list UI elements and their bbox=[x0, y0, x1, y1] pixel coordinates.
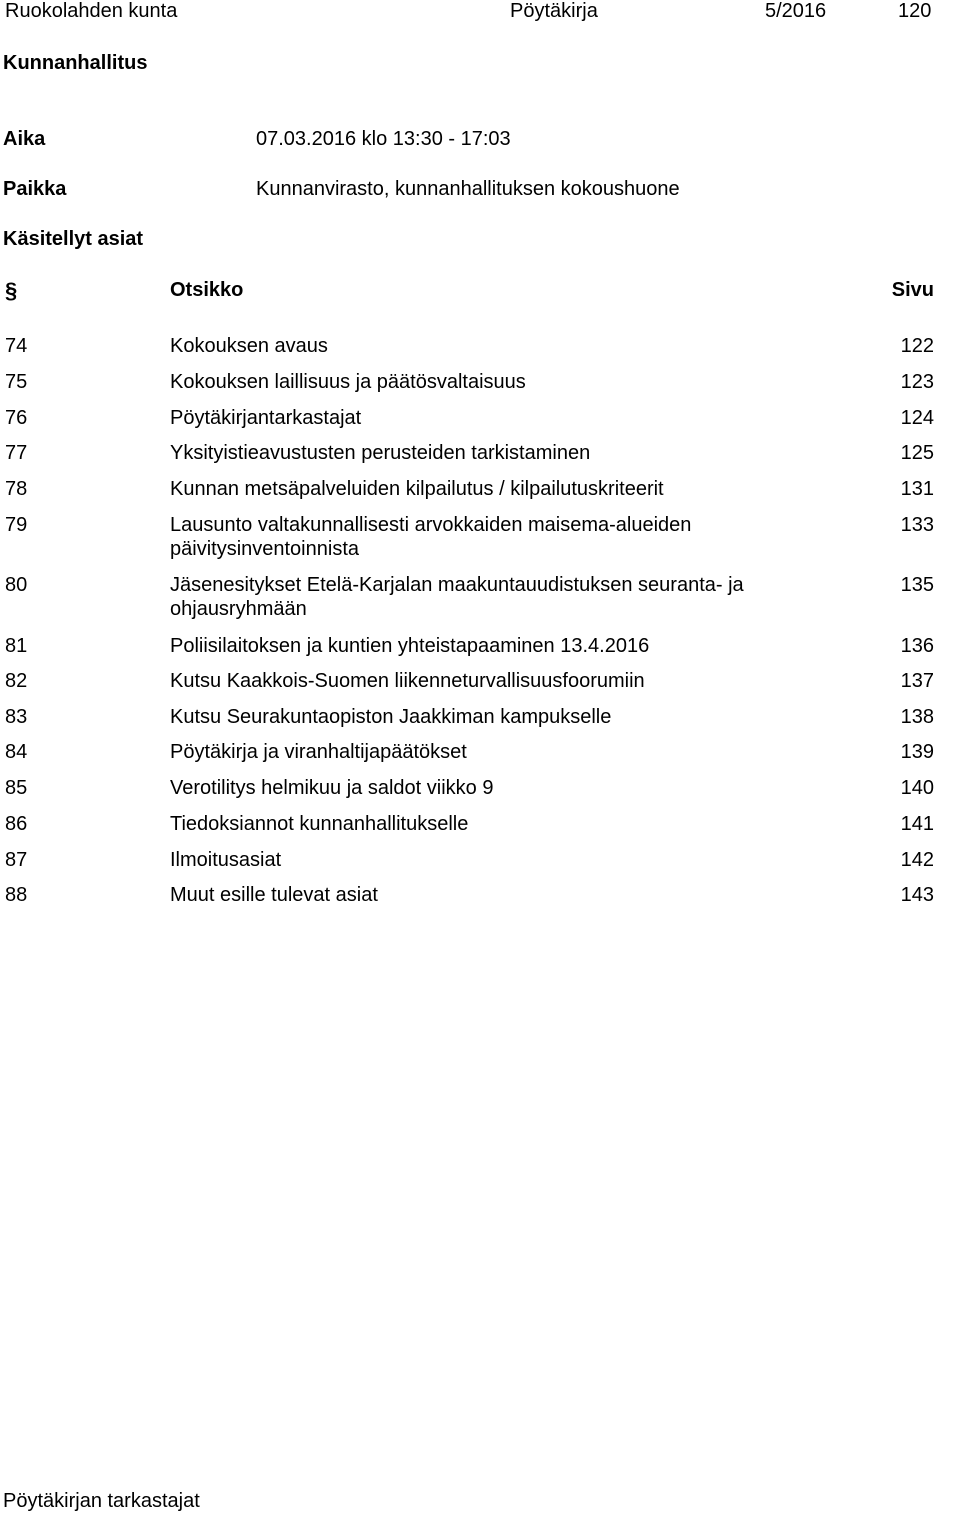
agenda-item-title: Lausunto valtakunnallisesti arvokkaiden maisema-alueiden päivitysinventoinnista bbox=[170, 514, 692, 560]
agenda-heading: Käsitellyt asiat bbox=[3, 228, 144, 250]
agenda-item-title: Kutsu Kaakkois-Suomen liikenneturvallisuusfoorumiin bbox=[170, 670, 645, 692]
agenda-item-number: 88 bbox=[5, 884, 28, 906]
agenda-item-page: 124 bbox=[900, 407, 934, 429]
place-value: Kunnanvirasto, kunnanhallituksen kokoushuone bbox=[256, 178, 680, 200]
agenda-item-page: 131 bbox=[900, 478, 934, 500]
agenda-item-number: 86 bbox=[5, 813, 28, 835]
agenda-item-title: Kutsu Seurakuntaopiston Jaakkiman kampukselle bbox=[170, 706, 612, 728]
agenda-item-number: 83 bbox=[5, 706, 28, 728]
agenda-item-number: 76 bbox=[5, 407, 28, 429]
footer-label: Pöytäkirjan tarkastajat bbox=[3, 1490, 200, 1512]
agenda-item-page: 143 bbox=[900, 884, 934, 906]
agenda-item-title: Verotilitys helmikuu ja saldot viikko 9 bbox=[170, 777, 494, 799]
agenda-item-page: 136 bbox=[900, 635, 934, 657]
agenda-item-page: 125 bbox=[900, 442, 934, 464]
agenda-item-page: 140 bbox=[900, 777, 934, 799]
agenda-item-title: Ilmoitusasiat bbox=[170, 849, 282, 871]
time-label: Aika bbox=[3, 128, 46, 150]
agenda-item-title: Pöytäkirja ja viranhaltijapäätökset bbox=[170, 741, 467, 763]
section-symbol: § bbox=[5, 278, 18, 303]
column-page: Sivu bbox=[891, 279, 934, 301]
agenda-item-title: Yksityistieavustusten perusteiden tarkistaminen bbox=[170, 442, 591, 464]
agenda-item-number: 85 bbox=[5, 777, 28, 799]
column-title: Otsikko bbox=[170, 279, 244, 301]
agenda-item-number: 79 bbox=[5, 514, 28, 536]
agenda-item-title: Jäsenesitykset Etelä-Karjalan maakuntauudistuksen seuranta- ja ohjausryhmään bbox=[170, 574, 744, 620]
agenda-item-page: 139 bbox=[900, 741, 934, 763]
agenda-item-page: 141 bbox=[900, 813, 934, 835]
agenda-item-title: Poliisilaitoksen ja kuntien yhteistapaaminen 13.4.2016 bbox=[170, 635, 650, 657]
time-value: 07.03.2016 klo 13:30 - 17:03 bbox=[256, 128, 511, 150]
agenda-item-number: 80 bbox=[5, 574, 28, 596]
document-type: Pöytäkirja bbox=[510, 0, 598, 22]
agenda-item-page: 122 bbox=[900, 335, 934, 357]
agenda-item-title: Pöytäkirjantarkastajat bbox=[170, 407, 362, 429]
agenda-item-number: 75 bbox=[5, 371, 28, 393]
agenda-item-number: 87 bbox=[5, 849, 28, 871]
agenda-item-number: 81 bbox=[5, 635, 28, 657]
agenda-item-page: 133 bbox=[900, 514, 934, 536]
agenda-item-title: Kokouksen avaus bbox=[170, 335, 328, 357]
agenda-item-number: 78 bbox=[5, 478, 28, 500]
agenda-item-number: 82 bbox=[5, 670, 28, 692]
agenda-item-page: 123 bbox=[900, 371, 934, 393]
agenda-item-title: Kokouksen laillisuus ja päätösvaltaisuus bbox=[170, 371, 526, 393]
agenda-item-page: 135 bbox=[900, 574, 934, 596]
agenda-item-number: 74 bbox=[5, 335, 28, 357]
agenda-item-number: 84 bbox=[5, 741, 28, 763]
agenda-item-page: 138 bbox=[900, 706, 934, 728]
place-label: Paikka bbox=[3, 178, 67, 200]
agenda-item-page: 142 bbox=[900, 849, 934, 871]
page-number: 120 bbox=[898, 0, 932, 22]
agenda-item-page: 137 bbox=[900, 670, 934, 692]
agenda-item-number: 77 bbox=[5, 442, 28, 464]
agenda-item-title: Tiedoksiannot kunnanhallitukselle bbox=[170, 813, 469, 835]
document-number: 5/2016 bbox=[765, 0, 827, 22]
agenda-item-title: Kunnan metsäpalveluiden kilpailutus / kilpailutuskriteerit bbox=[170, 478, 664, 500]
municipality-name: Ruokolahden kunta bbox=[5, 0, 178, 22]
body-name: Kunnanhallitus bbox=[3, 52, 148, 74]
agenda-item-title: Muut esille tulevat asiat bbox=[170, 884, 378, 906]
